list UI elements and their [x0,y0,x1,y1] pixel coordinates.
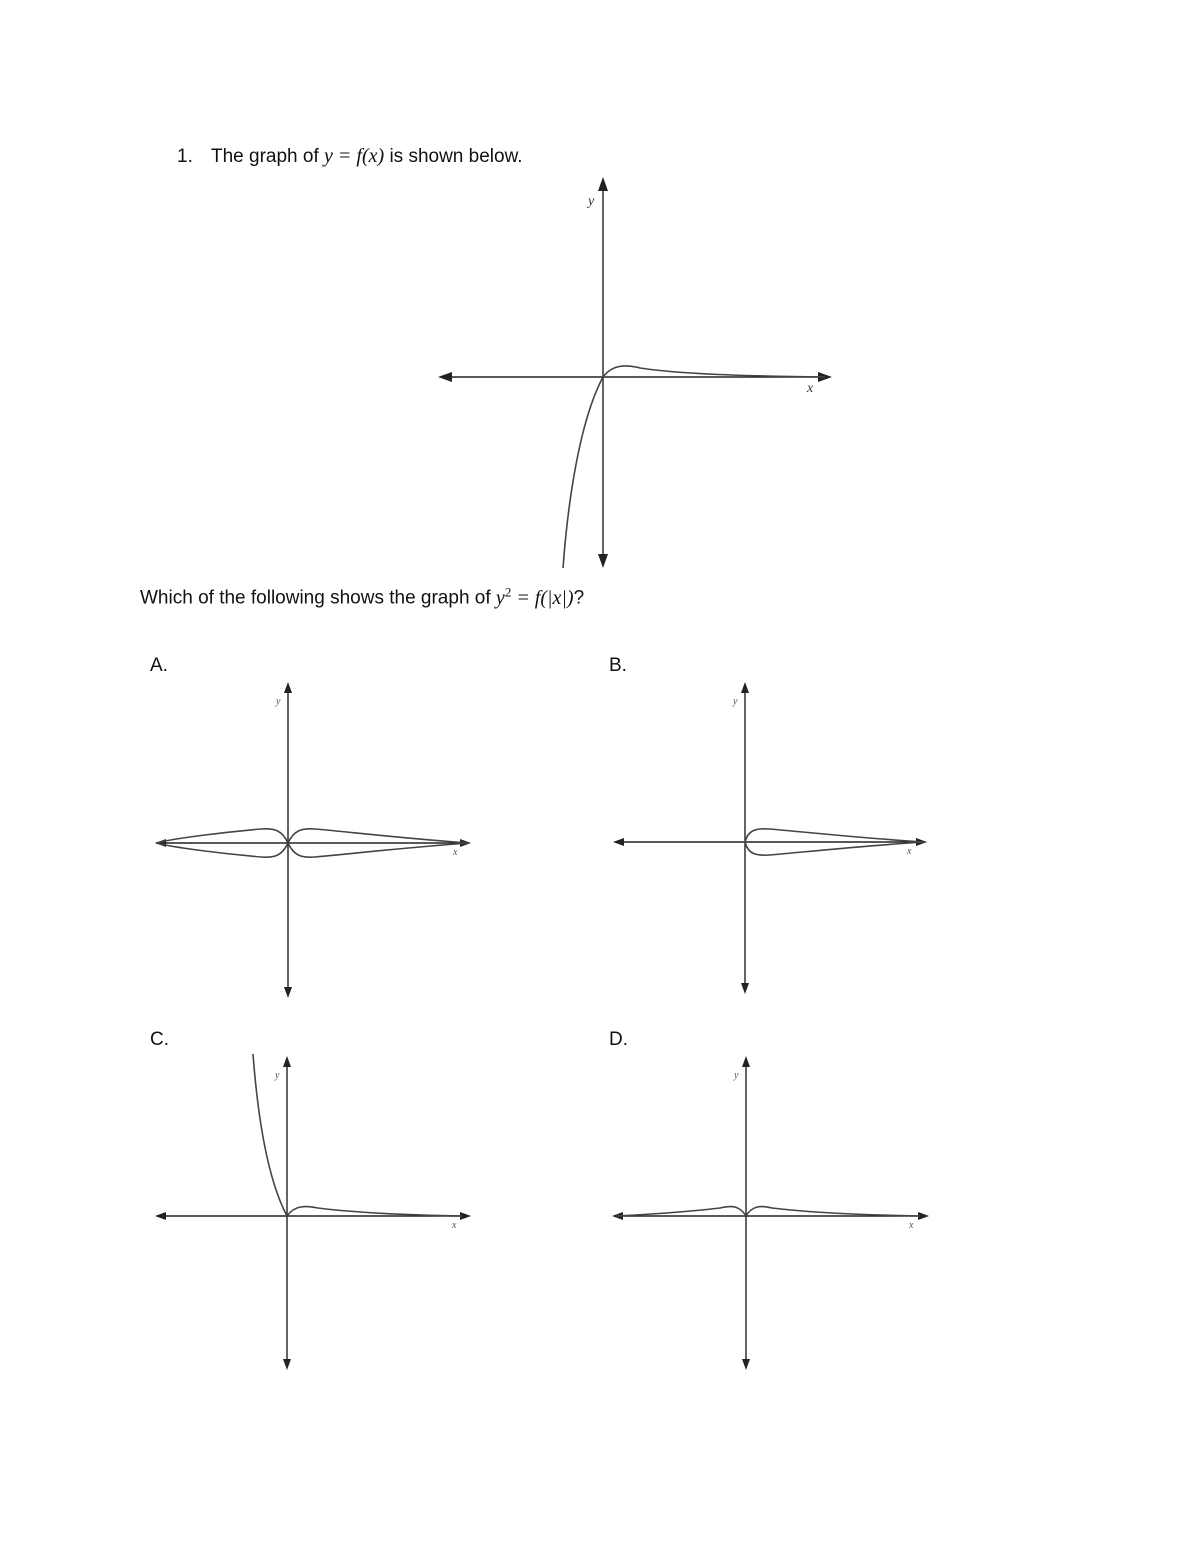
option-b-y-bottom-arrow [741,983,749,994]
question-prompt-post: ? [573,587,585,609]
option-c-y-top-arrow [283,1056,291,1067]
option-d-label[interactable]: D. [609,1029,628,1050]
option-a-graph[interactable] [155,682,471,998]
question-intro-pre: The graph of [211,146,319,167]
option-d-x-label: x [909,1220,914,1231]
option-d-y-bottom-arrow [742,1359,750,1370]
question-prompt-pre: Which of the following shows the graph of [140,587,491,609]
prompt-math-rest: = f(|x|) [511,586,574,609]
option-c-y-bottom-arrow [283,1359,291,1370]
question-intro-math: y = f(x) [324,145,385,167]
option-b-curve-lower [745,842,924,855]
option-c-curve-left [253,1054,287,1216]
option-c-curve-right [287,1207,462,1216]
prompt-math-sup: 2 [504,584,512,599]
option-c-x-left-arrow [155,1212,166,1220]
option-d-curve-left [616,1207,746,1216]
option-d-graph[interactable] [612,1056,929,1370]
option-c-y-label: y [275,1070,280,1081]
option-a-y-bottom-arrow [284,987,292,998]
option-b-graph[interactable] [613,682,927,994]
option-b-y-label: y [733,696,738,707]
main-y-label: y [588,194,595,209]
option-a-label[interactable]: A. [150,655,168,676]
option-c-x-label: x [452,1220,457,1231]
option-b-y-top-arrow [741,682,749,693]
option-c-label[interactable]: C. [150,1029,169,1050]
prompt-math-base: y [495,586,505,609]
option-d-y-label: y [734,1070,739,1081]
option-a-curve-lower-left [156,843,288,857]
option-b-x-label: x [907,846,912,857]
question-number: 1. [177,146,193,167]
option-b-curve-upper [745,829,924,842]
option-c-graph[interactable] [155,1054,471,1370]
main-x-label: x [807,381,814,396]
option-b-x-left-arrow [613,838,624,846]
option-a-curve-lower-right [288,843,468,857]
option-d-curve-right [746,1207,920,1216]
option-a-x-label: x [453,847,458,858]
option-a-curve-upper-left [156,829,288,843]
option-a-y-label: y [276,696,281,707]
question-intro-post: is shown below. [389,146,523,167]
option-d-y-top-arrow [742,1056,750,1067]
option-a-curve-upper-right [288,829,468,843]
option-a-y-top-arrow [284,682,292,693]
option-b-label[interactable]: B. [609,655,627,676]
